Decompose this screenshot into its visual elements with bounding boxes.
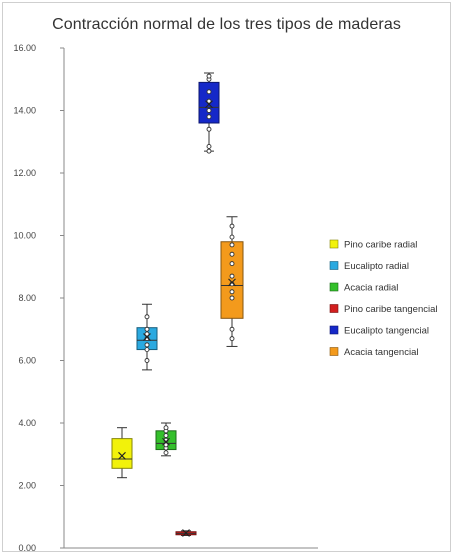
legend-label: Acacia radial (344, 282, 399, 294)
data-point (207, 149, 211, 153)
data-point (145, 315, 149, 319)
y-tick-label: 0.00 (18, 543, 36, 553)
data-point (145, 327, 149, 331)
chart-title: Contracción normal de los tres tipos de maderas (52, 16, 401, 33)
legend-swatch (330, 240, 338, 248)
data-point (230, 337, 234, 341)
data-point (207, 115, 211, 119)
data-point (207, 144, 211, 148)
legend-swatch (330, 283, 338, 291)
y-tick-label: 14.00 (13, 105, 36, 116)
data-point (145, 343, 149, 347)
y-tick-label: 6.00 (18, 355, 36, 366)
legend-swatch (330, 326, 338, 334)
data-point (230, 252, 234, 256)
y-tick-label: 10.00 (13, 230, 36, 241)
y-tick-label: 2.00 (18, 480, 36, 491)
data-point (164, 426, 168, 430)
y-tick-label: 8.00 (18, 293, 36, 303)
y-tick-label: 12.00 (13, 168, 36, 178)
data-point (164, 451, 168, 455)
data-point (207, 109, 211, 113)
data-point (207, 90, 211, 94)
legend-label: Acacia tangencial (344, 347, 419, 358)
data-point (230, 290, 234, 294)
y-tick-label: 16.00 (13, 43, 36, 53)
data-point (230, 296, 234, 300)
legend-swatch (330, 348, 338, 356)
data-point (230, 327, 234, 331)
legend-swatch (330, 305, 338, 313)
data-point (145, 348, 149, 352)
data-point (230, 274, 234, 278)
data-point (230, 235, 234, 239)
legend-label: Eucalipto tangencial (344, 325, 430, 337)
data-point (164, 434, 168, 438)
data-point (230, 262, 234, 266)
data-point (207, 127, 211, 131)
y-tick-label: 4.00 (18, 418, 36, 428)
box-1 (112, 439, 132, 469)
legend-label: Pino caribe radial (344, 239, 418, 251)
data-point (145, 359, 149, 363)
data-point (207, 74, 211, 78)
legend-label: Pino caribe tangencial (344, 304, 438, 315)
data-point (230, 243, 234, 247)
data-point (230, 224, 234, 228)
legend-swatch (330, 262, 338, 270)
legend-label: Eucalipto radial (344, 261, 409, 272)
